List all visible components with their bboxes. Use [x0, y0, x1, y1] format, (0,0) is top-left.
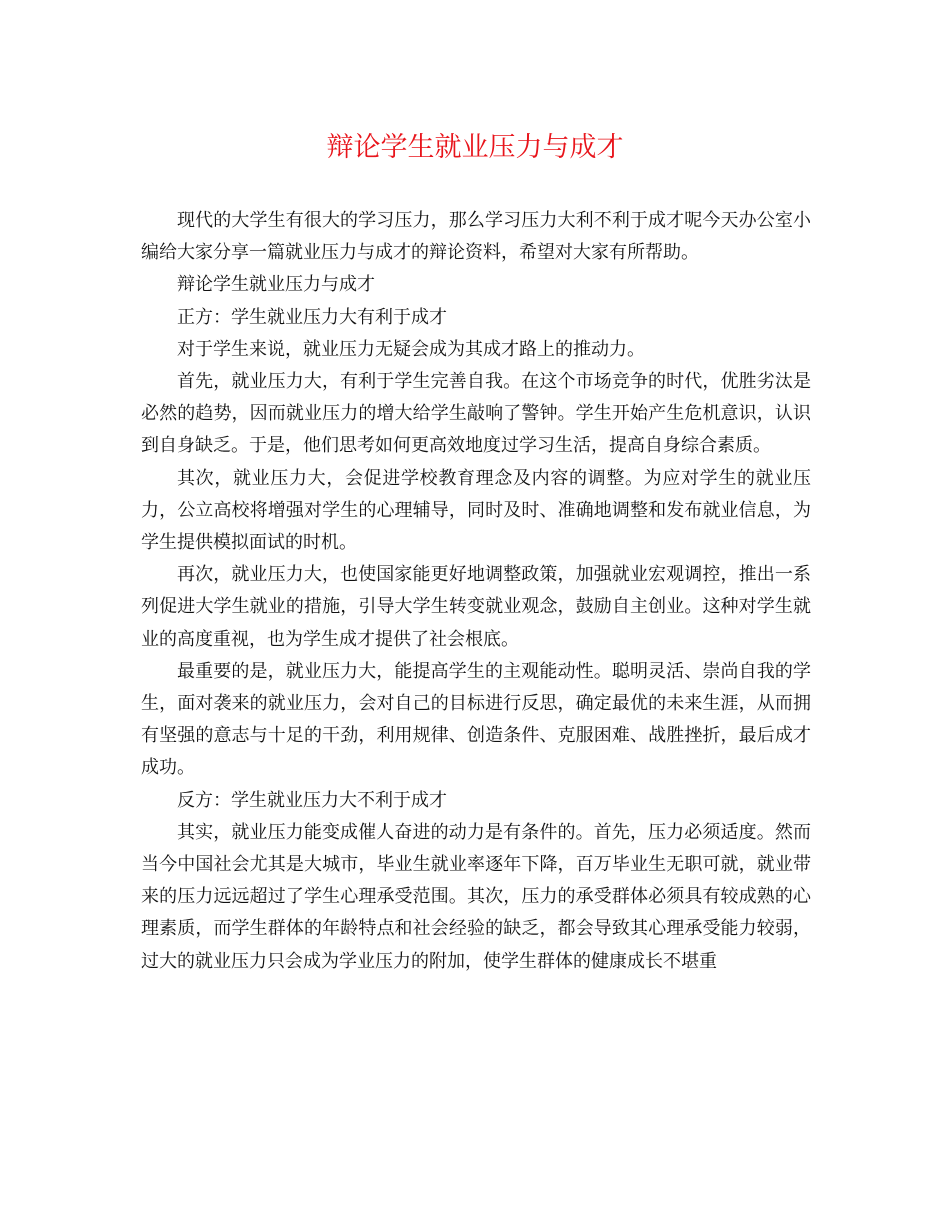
- paragraph-negative-heading: 反方：学生就业压力大不利于成才: [177, 789, 447, 811]
- paragraph: 对于学生来说，就业压力无疑会成为其成才路上的推动力。: [177, 338, 645, 360]
- paragraph-affirmative-heading: 正方：学生就业压力大有利于成才: [177, 306, 447, 328]
- paragraph-subtitle: 辩论学生就业压力与成才: [177, 274, 375, 296]
- paragraph: 其实，就业压力能变成催人奋进的动力是有条件的。首先，压力必须适度。然而当今中国社会尤其是大城市，毕业生就业率逐年下降，百万毕业生无职可就，就业带来的压力远远超过了学生心理承受范围。其次，压力的承受群体必须具有较成熟的心理素质，而学生群体的年龄特点和社会经验的缺乏，都会导致其心理承受能力较弱，过大的就业压力只会成为学业压力的附加，使学生群体的健康成长不堪重: [141, 821, 811, 972]
- paragraph: 再次，就业压力大，也使国家能更好地调整政策，加强就业宏观调控，推出一系列促进大学生就业的措施，引导大学生转变就业观念，鼓励自主创业。这种对学生就业的高度重视，也为学生成才提供了社会根底。: [141, 564, 811, 650]
- document-title: 辩论学生就业压力与成才: [326, 132, 624, 163]
- paragraph: 首先，就业压力大，有利于学生完善自我。在这个市场竞争的时代，优胜劣汰是必然的趋势，因而就业压力的增大给学生敲响了警钟。学生开始产生危机意识，认识到自身缺乏。于是，他们思考如何更高效地度过学习生活，提高自身综合素质。: [141, 371, 811, 457]
- paragraph: 最重要的是，就业压力大，能提高学生的主观能动性。聪明灵活、崇尚自我的学生，面对袭来的就业压力，会对自己的目标进行反思，确定最优的未来生涯，从而拥有坚强的意志与十足的干劲，利用规律、创造条件、克服困难、战胜挫折，最后成才成功。: [141, 660, 811, 779]
- paragraph-intro: 现代的大学生有很大的学习压力，那么学习压力大利不利于成才呢今天办公室小编给大家分享一篇就业压力与成才的辩论资料，希望对大家有所帮助。: [141, 210, 811, 264]
- paragraph: 其次，就业压力大，会促进学校教育理念及内容的调整。为应对学生的就业压力，公立高校将增强对学生的心理辅导，同时及时、准确地调整和发布就业信息，为学生提供模拟面试的时机。: [141, 467, 811, 554]
- document-body: [141, 205, 811, 978]
